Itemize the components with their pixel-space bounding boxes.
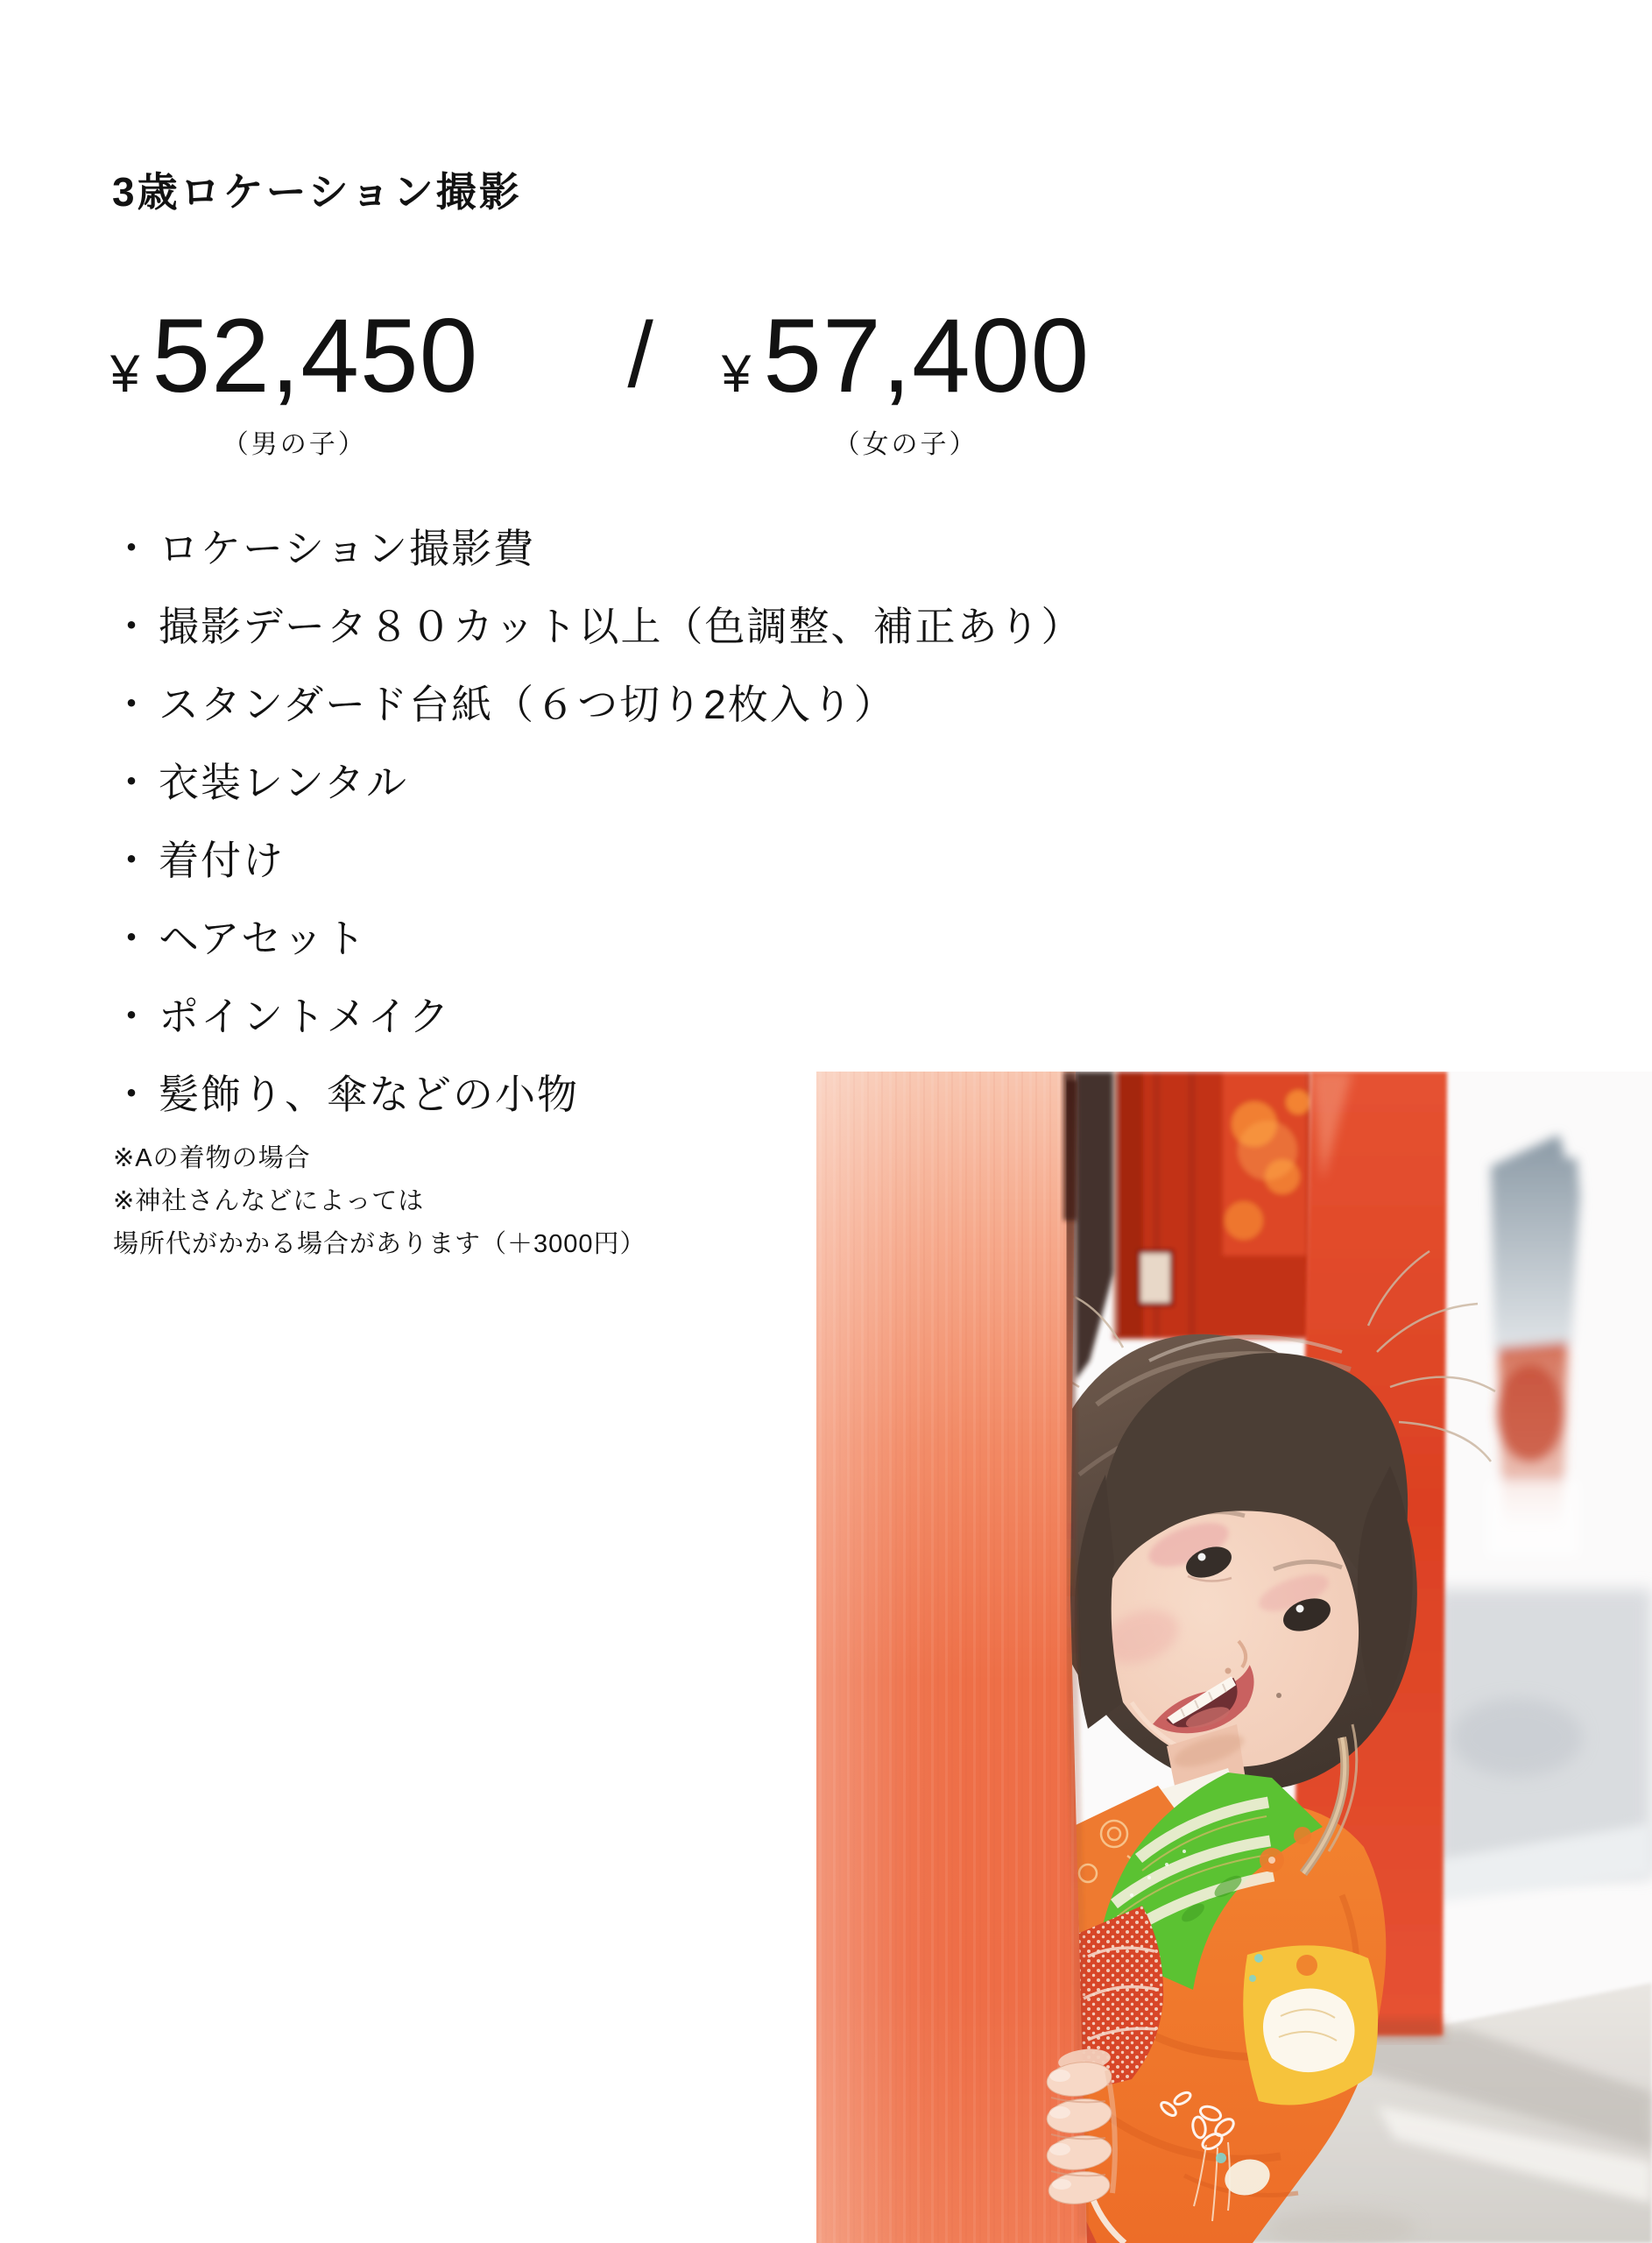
distant-gate-pillar xyxy=(1487,1135,1580,1556)
list-item xyxy=(111,818,1084,896)
list-item xyxy=(111,584,1084,662)
shrine-pillar-left xyxy=(816,1072,1087,2243)
list-item-label: ヘアセット xyxy=(159,915,368,961)
bullet-marker: ・ xyxy=(111,1071,153,1117)
bullet-marker: ・ xyxy=(111,837,153,883)
note-line: ※神社さんなどによっては xyxy=(113,1187,425,1215)
list-item xyxy=(111,506,1084,584)
price-option-boy xyxy=(110,297,479,461)
blurred-background-building xyxy=(1435,1588,1652,1902)
beauty-mark xyxy=(1276,1693,1281,1698)
price-option-girl xyxy=(721,297,1091,461)
location-photo xyxy=(816,1072,1652,2243)
list-item-label: ロケーション撮影費 xyxy=(159,525,536,571)
list-item xyxy=(111,740,1084,818)
page-title: 3歳ロケーション撮影 xyxy=(112,169,522,215)
price-section xyxy=(110,297,1091,461)
bullet-marker: ・ xyxy=(111,603,153,649)
note-line: 場所代がかかる場合があります（＋3000円） xyxy=(113,1230,646,1258)
price-amount-girl: 57,400 xyxy=(763,297,1091,414)
bullet-marker: ・ xyxy=(111,993,153,1039)
list-item-label: 撮影データ８０カット以上（色調整、補正あり） xyxy=(159,603,1084,649)
location-photo-illustration xyxy=(816,1072,1652,2243)
list-item-label: ポイントメイク xyxy=(159,993,451,1039)
price-separator: / xyxy=(627,303,653,407)
list-item-label: 衣装レンタル xyxy=(159,759,409,805)
list-item xyxy=(111,974,1084,1052)
included-items-list xyxy=(111,506,1084,1130)
notes xyxy=(113,1137,646,1266)
list-item-label: 髪飾り、傘などの小物 xyxy=(159,1071,579,1117)
gender-label-girl: （女の子） xyxy=(833,430,978,459)
bullet-marker: ・ xyxy=(111,915,153,961)
list-item xyxy=(111,662,1084,740)
gender-label-boy: （男の子） xyxy=(222,430,367,459)
yen-symbol: ¥ xyxy=(110,344,140,403)
note-line: ※Aの着物の場合 xyxy=(113,1144,311,1172)
bullet-marker: ・ xyxy=(111,759,153,805)
bullet-marker: ・ xyxy=(111,525,153,571)
bullet-marker: ・ xyxy=(111,681,153,727)
price-amount-line-girl xyxy=(721,297,1091,414)
price-amount-line-boy xyxy=(110,297,479,414)
price-amount-boy: 52,450 xyxy=(152,297,479,414)
list-item-label: スタンダード台紙（６つ切り2枚入り） xyxy=(159,681,896,727)
gate-structure xyxy=(1113,1072,1311,1339)
list-item xyxy=(111,896,1084,974)
list-item-label: 着付け xyxy=(159,837,285,883)
yen-symbol: ¥ xyxy=(721,344,752,403)
